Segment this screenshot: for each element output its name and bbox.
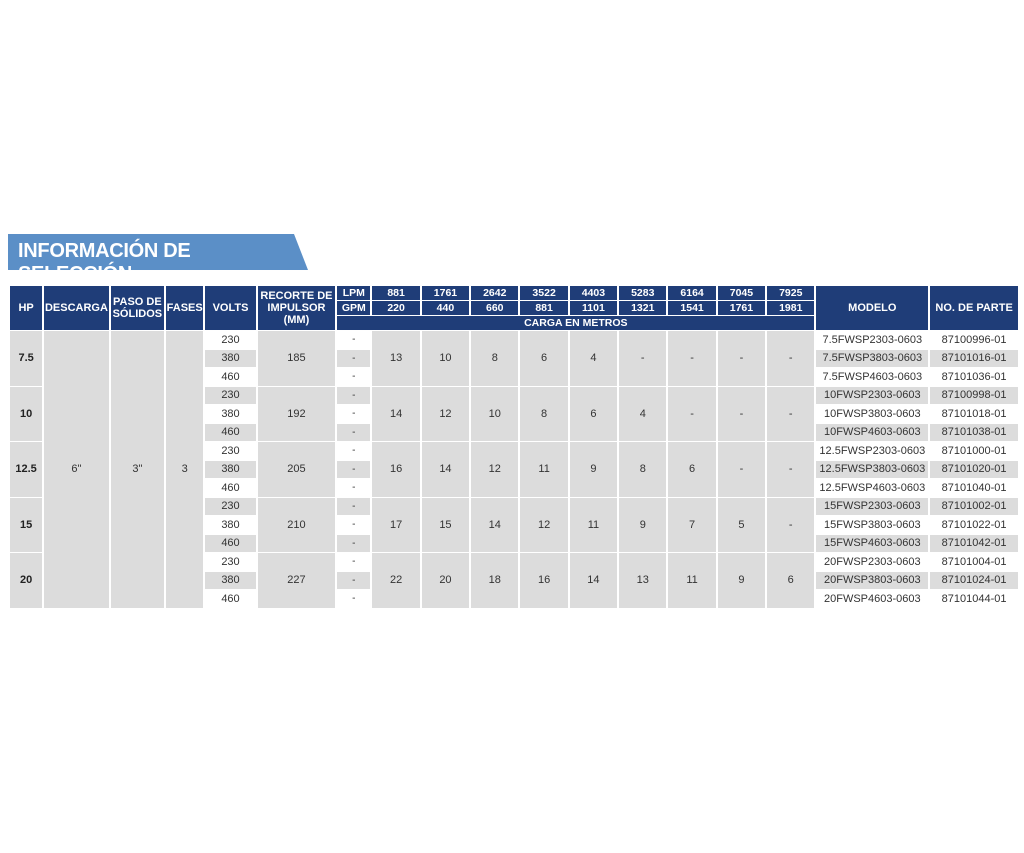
header-no-parte: NO. DE PARTE <box>930 286 1018 330</box>
volts-cell: 460 <box>205 535 255 553</box>
lpm-dash-cell: - <box>337 516 370 534</box>
header-paso-line2: SÓLIDOS <box>112 308 163 320</box>
header-recorte-line3: (MM) <box>283 314 310 326</box>
carga-cell: - <box>718 442 765 497</box>
modelo-cell: 12.5FWSP3803-0603 <box>816 461 928 479</box>
modelo-cell: 10FWSP2303-0603 <box>816 387 928 405</box>
parte-cell: 87101038-01 <box>930 424 1018 442</box>
volts-cell: 380 <box>205 516 255 534</box>
volts-cell: 230 <box>205 387 255 405</box>
carga-cell: 12 <box>422 387 469 442</box>
header-paso-solidos <box>111 286 164 330</box>
parte-cell: 87101000-01 <box>930 442 1018 460</box>
volts-cell: 460 <box>205 590 255 608</box>
carga-cell: 11 <box>520 442 567 497</box>
carga-cell: 17 <box>372 498 419 553</box>
hp-cell: 7.5 <box>10 331 42 386</box>
modelo-cell: 10FWSP3803-0603 <box>816 405 928 423</box>
volts-cell: 230 <box>205 498 255 516</box>
modelo-cell: 12.5FWSP4603-0603 <box>816 479 928 497</box>
lpm-dash-cell: - <box>337 498 370 516</box>
carga-cell: 13 <box>619 553 666 608</box>
lpm-dash-cell: - <box>337 387 370 405</box>
carga-cell: - <box>718 331 765 386</box>
carga-cell: 5 <box>718 498 765 553</box>
parte-cell: 87101022-01 <box>930 516 1018 534</box>
modelo-cell: 7.5FWSP3803-0603 <box>816 350 928 368</box>
lpm-dash-cell: - <box>337 442 370 460</box>
lpm-dash-cell: - <box>337 572 370 590</box>
lpm-dash-cell: - <box>337 590 370 608</box>
gpm-value: 220 <box>372 301 419 315</box>
lpm-dash-cell: - <box>337 331 370 349</box>
lpm-value: 5283 <box>619 286 666 300</box>
lpm-value: 7925 <box>767 286 814 300</box>
fases-cell: 3 <box>166 331 203 608</box>
header-recorte <box>258 286 336 330</box>
modelo-cell: 20FWSP4603-0603 <box>816 590 928 608</box>
parte-cell: 87101016-01 <box>930 350 1018 368</box>
carga-cell: 22 <box>372 553 419 608</box>
selection-table <box>8 285 1020 609</box>
carga-cell: 6 <box>520 331 567 386</box>
parte-cell: 87100996-01 <box>930 331 1018 349</box>
carga-cell: - <box>767 387 814 442</box>
header-recorte-line2: IMPULSOR <box>267 302 326 314</box>
carga-cell: 9 <box>570 442 617 497</box>
carga-cell: 14 <box>570 553 617 608</box>
table-row <box>10 331 1018 349</box>
carga-cell: - <box>619 331 666 386</box>
recorte-cell: 185 <box>258 331 336 386</box>
carga-cell: - <box>767 442 814 497</box>
gpm-value: 660 <box>471 301 518 315</box>
parte-cell: 87101024-01 <box>930 572 1018 590</box>
carga-cell: - <box>767 331 814 386</box>
recorte-cell: 227 <box>258 553 336 608</box>
section-banner <box>8 234 308 285</box>
header-recorte-line1: RECORTE DE <box>260 290 333 302</box>
carga-cell: 8 <box>619 442 666 497</box>
carga-cell: 6 <box>767 553 814 608</box>
volts-cell: 230 <box>205 442 255 460</box>
recorte-cell: 210 <box>258 498 336 553</box>
header-lpm: LPM <box>337 286 370 300</box>
gpm-value: 881 <box>520 301 567 315</box>
lpm-dash-cell: - <box>337 461 370 479</box>
lpm-dash-cell: - <box>337 424 370 442</box>
modelo-cell: 20FWSP2303-0603 <box>816 553 928 571</box>
carga-cell: 14 <box>422 442 469 497</box>
volts-cell: 460 <box>205 424 255 442</box>
lpm-value: 1761 <box>422 286 469 300</box>
lpm-dash-cell: - <box>337 350 370 368</box>
parte-cell: 87101002-01 <box>930 498 1018 516</box>
modelo-cell: 10FWSP4603-0603 <box>816 424 928 442</box>
recorte-cell: 205 <box>258 442 336 497</box>
carga-cell: 11 <box>570 498 617 553</box>
carga-cell: 14 <box>471 498 518 553</box>
volts-cell: 380 <box>205 572 255 590</box>
lpm-value: 4403 <box>570 286 617 300</box>
lpm-value: 881 <box>372 286 419 300</box>
parte-cell: 87101040-01 <box>930 479 1018 497</box>
paso-cell: 3" <box>111 331 164 608</box>
carga-cell: 4 <box>619 387 666 442</box>
lpm-dash-cell: - <box>337 405 370 423</box>
lpm-dash-cell: - <box>337 535 370 553</box>
section-title: INFORMACIÓN DE SELECCIÓN <box>18 240 191 285</box>
header-volts: VOLTS <box>205 286 255 330</box>
modelo-cell: 15FWSP2303-0603 <box>816 498 928 516</box>
gpm-value: 1761 <box>718 301 765 315</box>
carga-cell: 12 <box>520 498 567 553</box>
carga-cell: - <box>718 387 765 442</box>
carga-cell: 10 <box>422 331 469 386</box>
parte-cell: 87100998-01 <box>930 387 1018 405</box>
carga-cell: 4 <box>570 331 617 386</box>
carga-cell: 9 <box>619 498 666 553</box>
volts-cell: 230 <box>205 553 255 571</box>
hp-cell: 15 <box>10 498 42 553</box>
lpm-value: 2642 <box>471 286 518 300</box>
parte-cell: 87101042-01 <box>930 535 1018 553</box>
header-modelo: MODELO <box>816 286 928 330</box>
carga-cell: 9 <box>718 553 765 608</box>
modelo-cell: 7.5FWSP2303-0603 <box>816 331 928 349</box>
gpm-value: 1541 <box>668 301 715 315</box>
carga-cell: - <box>668 387 715 442</box>
parte-cell: 87101020-01 <box>930 461 1018 479</box>
carga-cell: - <box>767 498 814 553</box>
carga-cell: 15 <box>422 498 469 553</box>
parte-cell: 87101004-01 <box>930 553 1018 571</box>
carga-cell: 8 <box>471 331 518 386</box>
carga-cell: 13 <box>372 331 419 386</box>
lpm-value: 7045 <box>718 286 765 300</box>
gpm-value: 1981 <box>767 301 814 315</box>
modelo-cell: 20FWSP3803-0603 <box>816 572 928 590</box>
volts-cell: 460 <box>205 479 255 497</box>
carga-cell: 10 <box>471 387 518 442</box>
header-hp: HP <box>10 286 42 330</box>
header-paso-line1: PASO DE <box>113 296 162 308</box>
carga-cell: 20 <box>422 553 469 608</box>
parte-cell: 87101044-01 <box>930 590 1018 608</box>
header-fases: FASES <box>166 286 203 330</box>
volts-cell: 460 <box>205 368 255 386</box>
header-descarga: DESCARGA <box>44 286 108 330</box>
hp-cell: 10 <box>10 387 42 442</box>
modelo-cell: 7.5FWSP4603-0603 <box>816 368 928 386</box>
modelo-cell: 15FWSP3803-0603 <box>816 516 928 534</box>
carga-cell: 14 <box>372 387 419 442</box>
header-carga-en-metros: CARGA EN METROS <box>337 316 814 330</box>
parte-cell: 87101018-01 <box>930 405 1018 423</box>
carga-cell: 16 <box>520 553 567 608</box>
volts-cell: 380 <box>205 350 255 368</box>
gpm-value: 440 <box>422 301 469 315</box>
lpm-dash-cell: - <box>337 479 370 497</box>
lpm-dash-cell: - <box>337 553 370 571</box>
carga-cell: 7 <box>668 498 715 553</box>
descarga-cell: 6" <box>44 331 108 608</box>
modelo-cell: 15FWSP4603-0603 <box>816 535 928 553</box>
carga-cell: 18 <box>471 553 518 608</box>
volts-cell: 230 <box>205 331 255 349</box>
carga-cell: 6 <box>668 442 715 497</box>
recorte-cell: 192 <box>258 387 336 442</box>
lpm-value: 3522 <box>520 286 567 300</box>
hp-cell: 20 <box>10 553 42 608</box>
lpm-dash-cell: - <box>337 368 370 386</box>
gpm-value: 1101 <box>570 301 617 315</box>
carga-cell: 8 <box>520 387 567 442</box>
volts-cell: 380 <box>205 461 255 479</box>
gpm-value: 1321 <box>619 301 666 315</box>
parte-cell: 87101036-01 <box>930 368 1018 386</box>
volts-cell: 380 <box>205 405 255 423</box>
hp-cell: 12.5 <box>10 442 42 497</box>
header-gpm: GPM <box>337 301 370 315</box>
carga-cell: 11 <box>668 553 715 608</box>
lpm-value: 6164 <box>668 286 715 300</box>
carga-cell: - <box>668 331 715 386</box>
modelo-cell: 12.5FWSP2303-0603 <box>816 442 928 460</box>
carga-cell: 16 <box>372 442 419 497</box>
carga-cell: 6 <box>570 387 617 442</box>
carga-cell: 12 <box>471 442 518 497</box>
